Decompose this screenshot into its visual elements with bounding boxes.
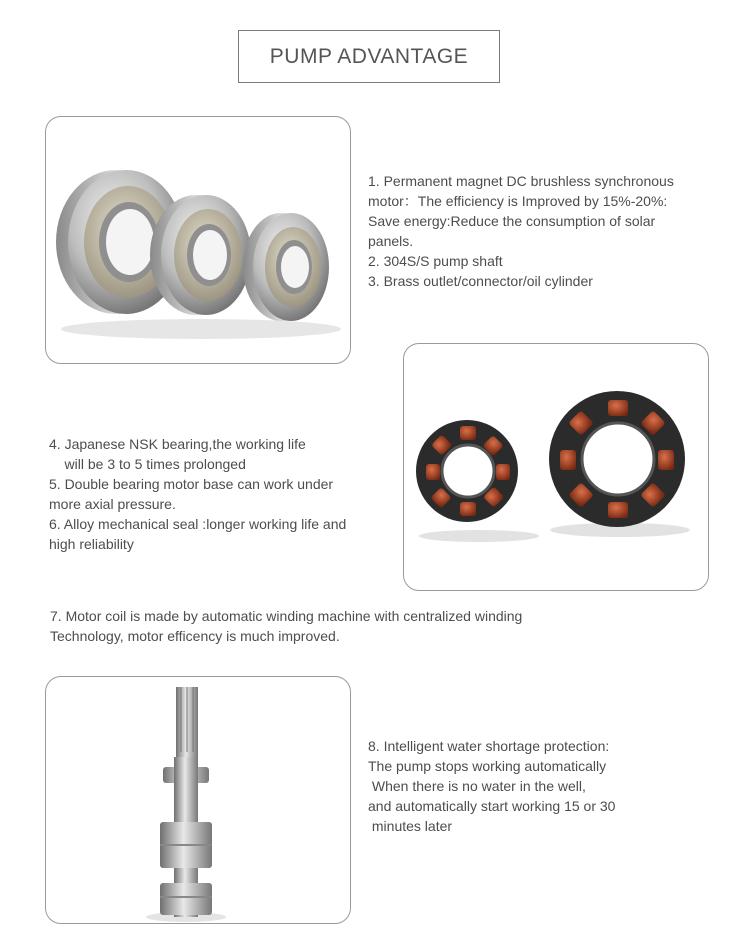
title-box (238, 30, 500, 83)
section-1-line: Save energy:Reduce the consumption of solar (368, 213, 656, 229)
section-4-line: 8. Intelligent water shortage protection: (368, 738, 610, 754)
stators-image-frame (403, 343, 709, 591)
section-1-line: 1. Permanent magnet DC brushless synchronous (368, 173, 674, 189)
shaft-image-frame (45, 676, 351, 924)
section-1-text (368, 171, 738, 291)
section-2-line: 5. Double bearing motor base can work under (49, 476, 334, 492)
section-4-line: When there is no water in the well, (368, 778, 586, 794)
section-3-text (50, 606, 710, 646)
section-1-line: panels. (368, 233, 414, 249)
section-4-line: minutes later (368, 818, 453, 834)
section-1-line: 3. Brass outlet/connector/oil cylinder (368, 273, 593, 289)
stators-photo (404, 344, 709, 591)
section-4-line: The pump stops working automatically (368, 758, 607, 774)
section-3-line: 7. Motor coil is made by automatic winding machine with centralized winding (50, 608, 523, 624)
bearings-image-frame (45, 116, 351, 364)
section-2-line: more axial pressure. (49, 496, 176, 512)
bearings-photo (46, 117, 351, 364)
section-4-line: and automatically start working 15 or 30 (368, 798, 616, 814)
page-title: PUMP ADVANTAGE (269, 44, 469, 68)
section-1-line: 2. 304S/S pump shaft (368, 253, 503, 269)
section-4-text (368, 736, 728, 836)
section-3-line: Technology, motor efficency is much improved. (50, 628, 340, 644)
section-2-text (49, 434, 399, 554)
section-2-line: 6. Alloy mechanical seal :longer working life and (49, 516, 347, 532)
shaft-photo (46, 677, 351, 924)
section-2-line: 4. Japanese NSK bearing,the working life (49, 436, 306, 452)
section-2-line: high reliability (49, 536, 134, 552)
section-1-line: motor：The efficiency is Improved by 15%-20%: (368, 193, 668, 209)
section-2-line: will be 3 to 5 times prolonged (49, 456, 246, 472)
